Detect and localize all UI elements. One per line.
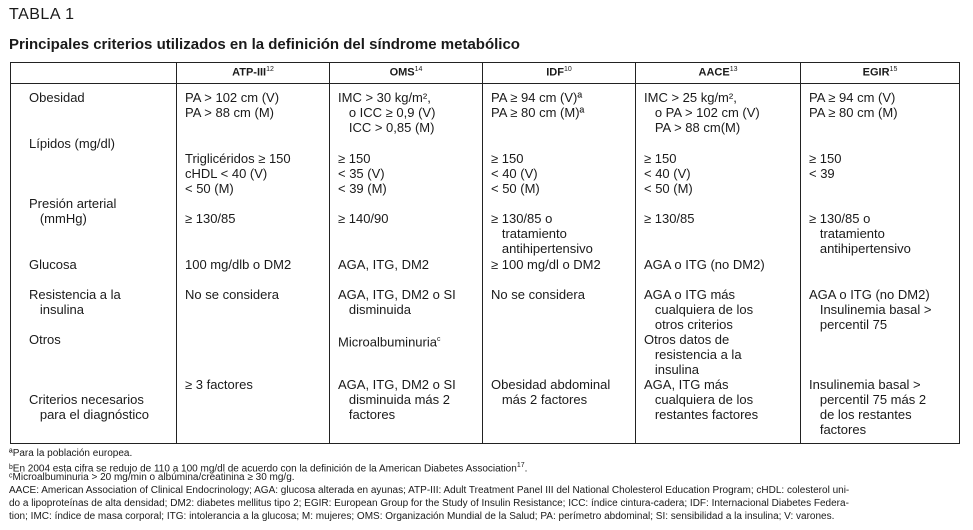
- cell-obesidad-idf: PA ≥ 94 cm (V)ª PA ≥ 80 cm (M)ª: [491, 90, 585, 120]
- cell-obesidad-atp: PA > 102 cm (V) PA > 88 cm (M): [185, 90, 280, 120]
- cell-presion-atp: ≥ 130/85: [185, 211, 236, 226]
- header-atp: [177, 66, 329, 79]
- header-atp-name: ATP-III: [232, 66, 267, 79]
- column-divider: [176, 63, 177, 443]
- row-label-resistencia: Resistencia a la insulina: [29, 287, 121, 317]
- cell-resistencia-egir: AGA o ITG (no DM2) Insulinemia basal > percentil 75: [809, 287, 932, 332]
- cell-otros-oms: [338, 332, 440, 349]
- cell-presion-egir: ≥ 130/85 o tratamiento antihipertensivo: [809, 211, 911, 256]
- cell-otros-aace: Otros datos de resistencia a la insulina: [644, 332, 742, 377]
- column-divider: [482, 63, 483, 443]
- header-aace-name: AACE: [698, 66, 730, 79]
- cell-presion-aace: ≥ 130/85: [644, 211, 695, 226]
- row-label-lipidos: Lípidos (mg/dl): [29, 136, 115, 151]
- cell-criterios-oms: AGA, ITG, DM2 o SI disminuida más 2 factores: [338, 377, 456, 422]
- footnote-b-end: .: [524, 463, 528, 475]
- cell-lipidos-aace: ≥ 150 < 40 (V) < 50 (M): [644, 151, 693, 196]
- table-label: TABLA 1: [9, 6, 75, 23]
- column-divider: [635, 63, 636, 443]
- footnote-c: ᶜMicroalbuminuria > 20 mg/min o albúmina/creatinina ≥ 30 mg/g.: [9, 472, 295, 483]
- cell-obesidad-egir: PA ≥ 94 cm (V) PA ≥ 80 cm (M): [809, 90, 898, 120]
- header-oms-name: OMS: [389, 66, 415, 79]
- footnote-a: ªPara la población europea.: [9, 448, 133, 459]
- abbreviations-line-1: AACE: American Association of Clinical Endocrinology; AGA: glucosa alterada en ayunas; ATP-III: Adult Treatment Panel III del National Cholesterol Education Program; cHDL: colesterol uni-: [9, 485, 850, 496]
- cell-lipidos-atp: Triglicéridos ≥ 150 cHDL < 40 (V) < 50 (M): [185, 151, 291, 196]
- cell-lipidos-egir: ≥ 150 < 39: [809, 151, 842, 181]
- cell-resistencia-idf: No se considera: [491, 287, 585, 302]
- header-egir: [801, 66, 959, 79]
- row-label-presion: Presión arterial (mmHg): [29, 196, 117, 226]
- header-aace: [636, 66, 800, 79]
- table-caption: Principales criterios utilizados en la definición del síndrome metabólico: [9, 36, 520, 53]
- header-atp-ref: 12: [266, 66, 274, 73]
- row-label-otros: Otros: [29, 332, 61, 347]
- cell-glucosa-idf: ≥ 100 mg/dl o DM2: [491, 257, 601, 272]
- row-label-obesidad: Obesidad: [29, 90, 85, 105]
- header-divider: [11, 83, 959, 84]
- column-divider: [329, 63, 330, 443]
- cell-otros-oms-text: Microalbuminuria: [338, 334, 437, 350]
- cell-presion-idf: ≥ 130/85 o tratamiento antihipertensivo: [491, 211, 593, 256]
- cell-criterios-atp: ≥ 3 factores: [185, 377, 253, 392]
- cell-criterios-aace: AGA, ITG más cualquiera de los restantes factores: [644, 377, 759, 422]
- header-aace-ref: 13: [729, 66, 738, 73]
- column-divider: [800, 63, 801, 443]
- header-egir-name: EGIR: [862, 66, 890, 79]
- footnote-b-ref: 17: [516, 462, 525, 469]
- cell-obesidad-aace: IMC > 25 kg/m², o PA > 102 cm (V) PA > 88 cm(M): [644, 90, 760, 135]
- cell-lipidos-idf: ≥ 150 < 40 (V) < 50 (M): [491, 151, 540, 196]
- header-idf-ref: 10: [563, 66, 572, 73]
- row-label-glucosa: Glucosa: [29, 257, 77, 272]
- cell-resistencia-atp: No se considera: [185, 287, 279, 302]
- cell-glucosa-aace: AGA o ITG (no DM2): [644, 257, 765, 272]
- header-egir-ref: 15: [889, 66, 898, 73]
- abbreviations-line-2: do a lipoproteínas de alta densidad; DM2: diabetes mellitus tipo 2; EGIR: European Group for the Study of Insulin Resistance; ICC: índice cintura-cadera; IDF: Internacional Diabetes Federa-: [9, 498, 849, 509]
- cell-criterios-idf: Obesidad abdominal más 2 factores: [491, 377, 611, 407]
- header-oms: [330, 66, 482, 79]
- cell-presion-oms: ≥ 140/90: [338, 211, 389, 226]
- cell-glucosa-oms: AGA, ITG, DM2: [338, 257, 430, 272]
- header-idf: [483, 66, 635, 79]
- cell-obesidad-oms: IMC > 30 kg/m², o ICC ≥ 0,9 (V) ICC > 0,85 (M): [338, 90, 436, 135]
- cell-glucosa-atp: 100 mg/dlb o DM2: [185, 257, 292, 272]
- header-oms-ref: 14: [414, 66, 423, 73]
- cell-otros-oms-sup: c: [436, 336, 441, 343]
- header-idf-name: IDF: [546, 66, 564, 79]
- cell-lipidos-oms: ≥ 150 < 35 (V) < 39 (M): [338, 151, 387, 196]
- cell-resistencia-oms: AGA, ITG, DM2 o SI disminuida: [338, 287, 456, 317]
- row-label-criterios: Criterios necesarios para el diagnóstico: [29, 392, 149, 422]
- cell-resistencia-aace: AGA o ITG más cualquiera de los otros criterios: [644, 287, 754, 332]
- criteria-table: [10, 62, 960, 444]
- cell-criterios-egir: Insulinemia basal > percentil 75 más 2 de los restantes factores: [809, 377, 927, 437]
- footnote-b-text: ᵇEn 2004 esta cifra se redujo de 110 a 100 mg/dl de acuerdo con la definición de la American Diabetes Association: [9, 463, 517, 475]
- abbreviations-line-3: tion; IMC: índice de masa corporal; ITG: intolerancia a la glucosa; M: mujeres; OMS: Organización Mundial de la Salud; PA: perímetro abdominal; SI: sensibilidad a la insulina; V: varones.: [9, 511, 835, 522]
